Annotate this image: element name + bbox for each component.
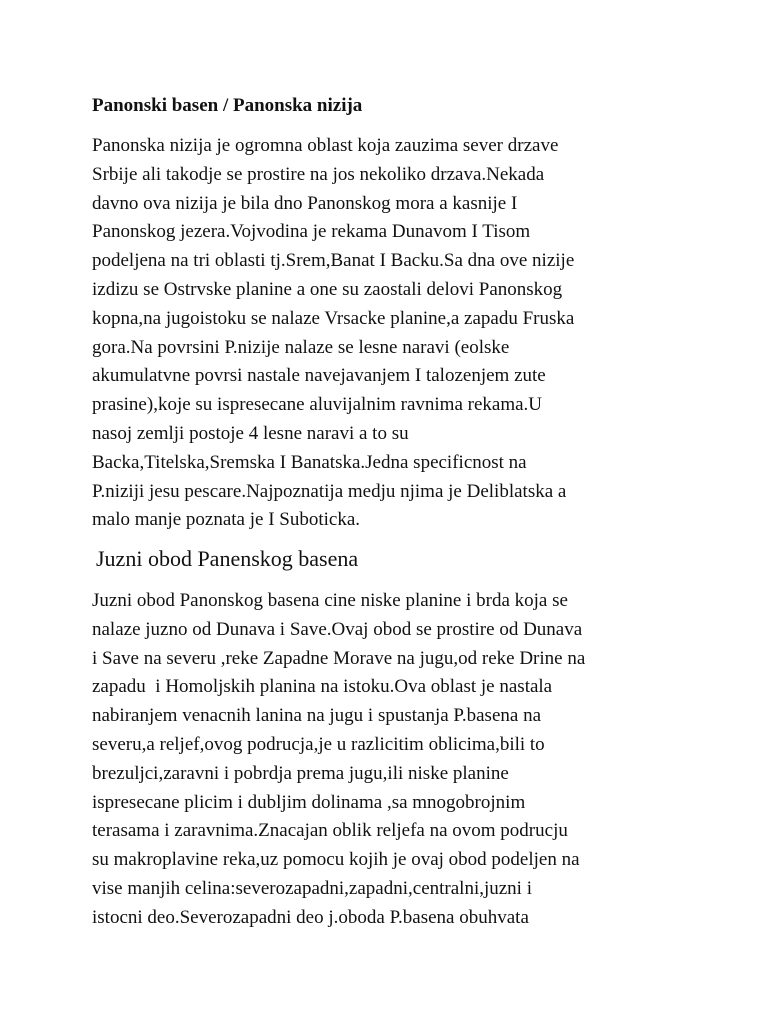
paragraph-line: severu,a reljef,ovog podrucja,je u razlicitim oblicima,bili to xyxy=(92,733,545,755)
section-1-paragraph xyxy=(92,132,732,535)
paragraph-line: zapadu i Homoljskih planina na istoku.Ova oblast je nastala xyxy=(92,676,553,698)
section-2-paragraph xyxy=(92,587,732,933)
paragraph-line: su makroplavine reka,uz pomocu kojih je ovaj obod podeljen na xyxy=(92,849,580,871)
paragraph-line: malo manje poznata je I Suboticka. xyxy=(92,509,361,531)
paragraph-line: Panonska nizija je ogromna oblast koja zauzima sever drzave xyxy=(92,135,559,156)
paragraph-line: gora.Na povrsini P.nizije nalaze se lesne naravi (eolske xyxy=(92,336,510,358)
paragraph-line: podeljena na tri oblasti tj.Srem,Banat I Backu.Sa dna ove nizije xyxy=(92,250,575,272)
paragraph-line: brezuljci,zaravni i pobrdja prema jugu,ili niske planine xyxy=(92,762,509,784)
paragraph-line: Juzni obod Panonskog basena cine niske planine i brda koja se xyxy=(92,590,568,611)
paragraph-line: davno ova nizija je bila dno Panonskog mora a kasnije I xyxy=(92,192,518,214)
paragraph-line: Backa,Titelska,Sremska I Banatska.Jedna specificnost na xyxy=(92,451,527,473)
paragraph-line: P.niziji jesu pescare.Najpoznatija medju njima je Deliblatska a xyxy=(92,480,567,502)
paragraph-line: Srbije ali takodje se prostire na jos nekoliko drzava.Nekada xyxy=(92,163,545,185)
paragraph-line: izdizu se Ostrvske planine a one su zaostali delovi Panonskog xyxy=(92,278,563,300)
paragraph-line: nabiranjem venacnih lanina na jugu i spustanja P.basena na xyxy=(92,705,542,727)
paragraph-line: i Save na severu ,reke Zapadne Morave na jugu,od reke Drine na xyxy=(92,647,586,669)
paragraph-line: istocni deo.Severozapadni deo j.oboda P.basena obuhvata xyxy=(92,906,529,928)
paragraph-line: nasoj zemlji postoje 4 lesne naravi a to su xyxy=(92,422,409,444)
paragraph-line: Panonskog jezera.Vojvodina je rekama Dunavom I Tisom xyxy=(92,221,531,243)
document-title: Panonski basen / Panonska nizija xyxy=(92,95,363,116)
paragraph-line: terasama i zaravnima.Znacajan oblik reljefa na ovom podrucju xyxy=(92,820,568,842)
paragraph-line: ispresecane plicim i dubljim dolinama ,sa mnogobrojnim xyxy=(92,791,526,813)
section-2-heading: Juzni obod Panenskog basena xyxy=(96,546,359,571)
paragraph-line: vise manjih celina:severozapadni,zapadni,centralni,juzni i xyxy=(92,877,532,899)
paragraph-line: nalaze juzno od Dunava i Save.Ovaj obod se prostire od Dunava xyxy=(92,618,583,640)
paragraph-line: prasine),koje su ispresecane aluvijalnim ravnima rekama.U xyxy=(92,394,543,416)
paragraph-line: akumulatvne povrsi nastale navejavanjem I talozenjem zute xyxy=(92,365,546,387)
paragraph-line: kopna,na jugoistoku se nalaze Vrsacke planine,a zapadu Fruska xyxy=(92,307,575,329)
